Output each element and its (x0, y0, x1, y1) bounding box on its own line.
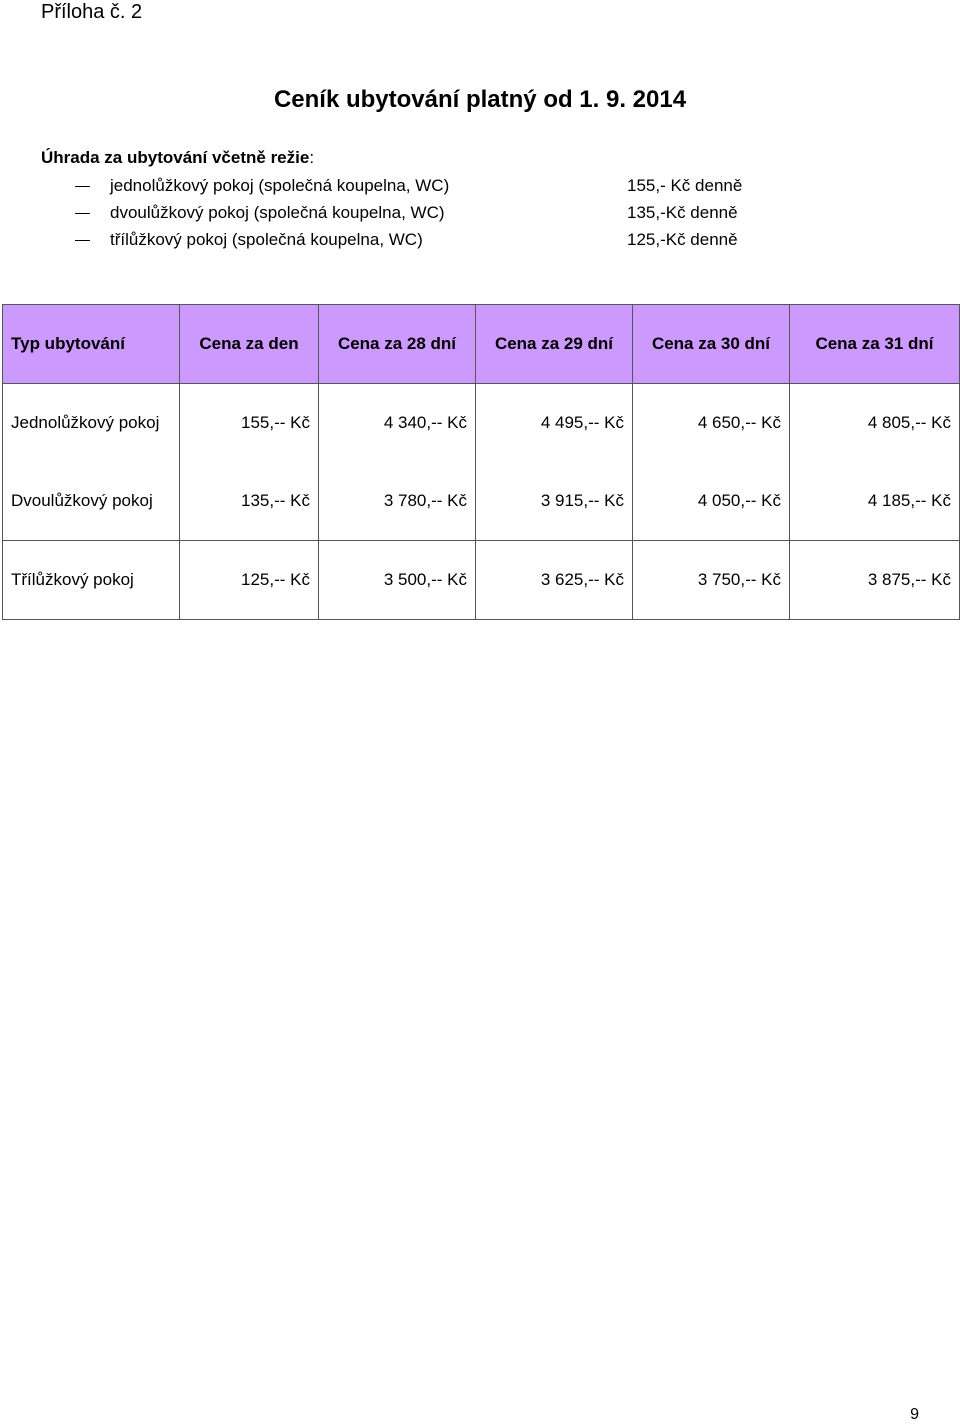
price-cell: 4 495,-- Kč (476, 384, 633, 463)
column-header-type: Typ ubytování (3, 305, 180, 384)
price-cell: 125,-- Kč (180, 541, 319, 620)
intro-bold: Úhrada za ubytování včetně režie (41, 148, 310, 167)
column-header-28-days: Cena za 28 dní (319, 305, 476, 384)
column-header-30-days: Cena za 30 dní (633, 305, 790, 384)
price-cell: 135,-- Kč (180, 462, 319, 541)
price-cell: 4 340,-- Kč (319, 384, 476, 463)
price-list-item (41, 201, 801, 228)
dash-bullet-icon (75, 240, 90, 241)
intro-colon: : (309, 148, 315, 167)
table-header-row (3, 305, 960, 384)
room-description: dvoulůžkový pokoj (společná koupelna, WC) (110, 203, 445, 222)
column-header-31-days: Cena za 31 dní (790, 305, 960, 384)
price-list-item (41, 174, 801, 201)
dash-bullet-icon (75, 186, 90, 187)
room-description: jednolůžkový pokoj (společná koupelna, WC) (110, 176, 450, 195)
table-row (3, 384, 960, 463)
room-daily-price: 125,-Kč denně (627, 230, 738, 249)
price-cell: 3 875,-- Kč (790, 541, 960, 620)
price-list-item (41, 228, 801, 255)
column-header-29-days: Cena za 29 dní (476, 305, 633, 384)
price-cell: 3 750,-- Kč (633, 541, 790, 620)
room-type-cell: Třílůžkový pokoj (3, 541, 180, 620)
price-cell: 3 780,-- Kč (319, 462, 476, 541)
price-cell: 3 915,-- Kč (476, 462, 633, 541)
price-cell: 155,-- Kč (180, 384, 319, 463)
intro-heading (41, 148, 314, 168)
dash-bullet-icon (75, 213, 90, 214)
room-description: třílůžkový pokoj (společná koupelna, WC) (110, 230, 423, 249)
room-daily-price: 155,- Kč denně (627, 176, 743, 195)
price-list (41, 174, 801, 255)
room-daily-price: 135,-Kč denně (627, 203, 738, 222)
price-cell: 3 625,-- Kč (476, 541, 633, 620)
appendix-label: Příloha č. 2 (41, 1, 143, 23)
price-cell: 4 805,-- Kč (790, 384, 960, 463)
table-row (3, 541, 960, 620)
room-type-cell: Dvoulůžkový pokoj (3, 462, 180, 541)
price-cell: 4 650,-- Kč (633, 384, 790, 463)
column-header-per-day: Cena za den (180, 305, 319, 384)
table-row (3, 462, 960, 541)
price-cell: 4 050,-- Kč (633, 462, 790, 541)
page-number: 9 (910, 1406, 919, 1423)
room-type-cell: Jednolůžkový pokoj (3, 384, 180, 463)
page-title: Ceník ubytování platný od 1. 9. 2014 (273, 86, 687, 113)
price-cell: 4 185,-- Kč (790, 462, 960, 541)
price-table (2, 304, 960, 620)
price-cell: 3 500,-- Kč (319, 541, 476, 620)
